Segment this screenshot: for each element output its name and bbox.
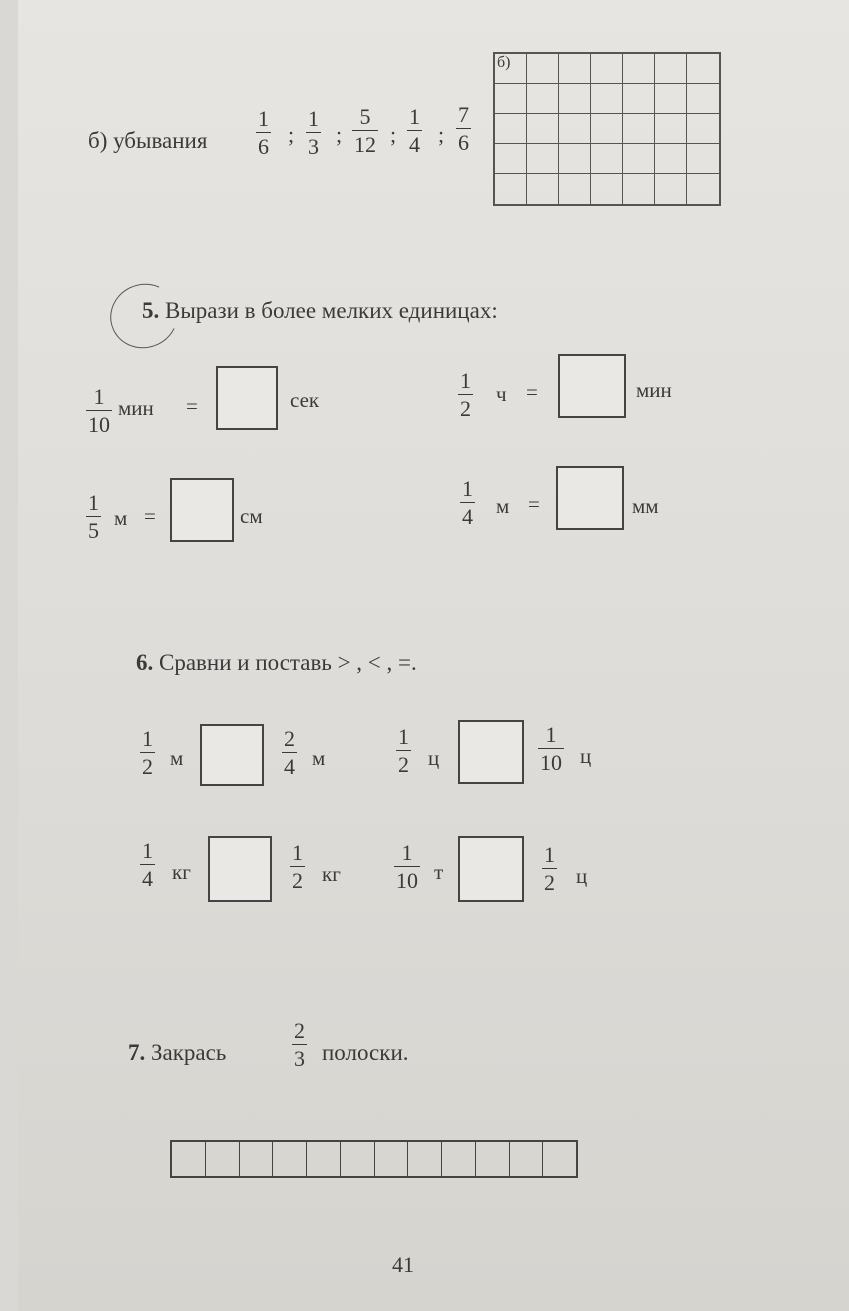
unit-a: кг: [172, 860, 191, 884]
task6-fraction-a: 1 10: [396, 840, 418, 893]
compare-box[interactable]: [458, 720, 524, 784]
strip-segment[interactable]: [273, 1142, 307, 1176]
grid-label: б): [495, 54, 527, 84]
separator: ;: [288, 122, 295, 147]
fraction-1-4: 1 4: [409, 104, 420, 157]
equals-sign: =: [526, 380, 538, 404]
task6-number: 6.: [136, 650, 154, 675]
shading-strip[interactable]: [170, 1140, 578, 1178]
strip-segment[interactable]: [341, 1142, 375, 1176]
answer-grid[interactable]: [493, 52, 721, 206]
task7-heading: [128, 1040, 226, 1066]
unit-to: мм: [632, 494, 659, 518]
compare-box[interactable]: [458, 836, 524, 902]
unit-from: ч: [496, 382, 507, 406]
strip-segment[interactable]: [510, 1142, 544, 1176]
task5-heading: [142, 298, 498, 324]
fraction-1-6: 1 6: [258, 106, 269, 159]
unit-from: мин: [118, 396, 154, 420]
unit-b: ц: [580, 744, 592, 768]
equals-sign: =: [528, 492, 540, 516]
strip-segment[interactable]: [240, 1142, 274, 1176]
task6-text: Сравни и поставь > , < , =.: [159, 650, 417, 675]
fraction-5-12: 5 12: [354, 104, 376, 157]
task6-fraction-b: 2 4: [284, 726, 295, 779]
task5-fraction: 1 2: [460, 368, 471, 421]
equals-sign: =: [186, 394, 198, 418]
separator: ;: [390, 122, 397, 147]
compare-box[interactable]: [208, 836, 272, 902]
task6-fraction-b: 1 2: [544, 842, 555, 895]
unit-b: ц: [576, 864, 588, 888]
unit-b: м: [312, 746, 326, 770]
unit-b: кг: [322, 862, 341, 886]
task5-fraction: 1 10: [88, 384, 110, 437]
page-number: 41: [392, 1252, 414, 1277]
strip-segment[interactable]: [442, 1142, 476, 1176]
separator: ;: [336, 122, 343, 147]
task7-text-after: полоски.: [322, 1040, 409, 1065]
strip-segment[interactable]: [476, 1142, 510, 1176]
task5-fraction: 1 4: [462, 476, 473, 529]
task6-fraction-a: 1 4: [142, 838, 153, 891]
strip-segment[interactable]: [172, 1142, 206, 1176]
task5-text: Вырази в более мелких единицах:: [165, 298, 498, 323]
strip-segment[interactable]: [206, 1142, 240, 1176]
strip-segment[interactable]: [408, 1142, 442, 1176]
strip-segment[interactable]: [375, 1142, 409, 1176]
unit-to: см: [240, 504, 263, 528]
unit-to: мин: [636, 378, 672, 402]
unit-from: м: [496, 494, 510, 518]
unit-a: м: [170, 746, 184, 770]
fraction-1-3: 1 3: [308, 106, 319, 159]
task5-fraction: 1 5: [88, 490, 99, 543]
unit-from: м: [114, 506, 128, 530]
unit-a: ц: [428, 746, 440, 770]
compare-box[interactable]: [200, 724, 264, 786]
task6-heading: [136, 650, 417, 676]
task4b-label: б) убывания: [88, 128, 208, 153]
fraction-7-6: 7 6: [458, 102, 469, 155]
task5-number: 5.: [142, 298, 160, 323]
answer-box-h-min[interactable]: [558, 354, 626, 418]
task6-fraction-a: 1 2: [398, 724, 409, 777]
strip-segment[interactable]: [543, 1142, 576, 1176]
task7-number: 7.: [128, 1040, 146, 1065]
answer-box-m-mm[interactable]: [556, 466, 624, 530]
task7-fraction: 2 3: [294, 1018, 305, 1071]
task6-fraction-b: 1 10: [540, 722, 562, 775]
task6-fraction-b: 1 2: [292, 840, 303, 893]
answer-box-min-sec[interactable]: [216, 366, 278, 430]
equals-sign: =: [144, 504, 156, 528]
answer-box-m-cm[interactable]: [170, 478, 234, 542]
separator: ;: [438, 122, 445, 147]
task6-fraction-a: 1 2: [142, 726, 153, 779]
task7-text-before: Закрась: [151, 1040, 227, 1065]
unit-a: т: [434, 860, 444, 884]
unit-to: сек: [290, 388, 320, 412]
strip-segment[interactable]: [307, 1142, 341, 1176]
